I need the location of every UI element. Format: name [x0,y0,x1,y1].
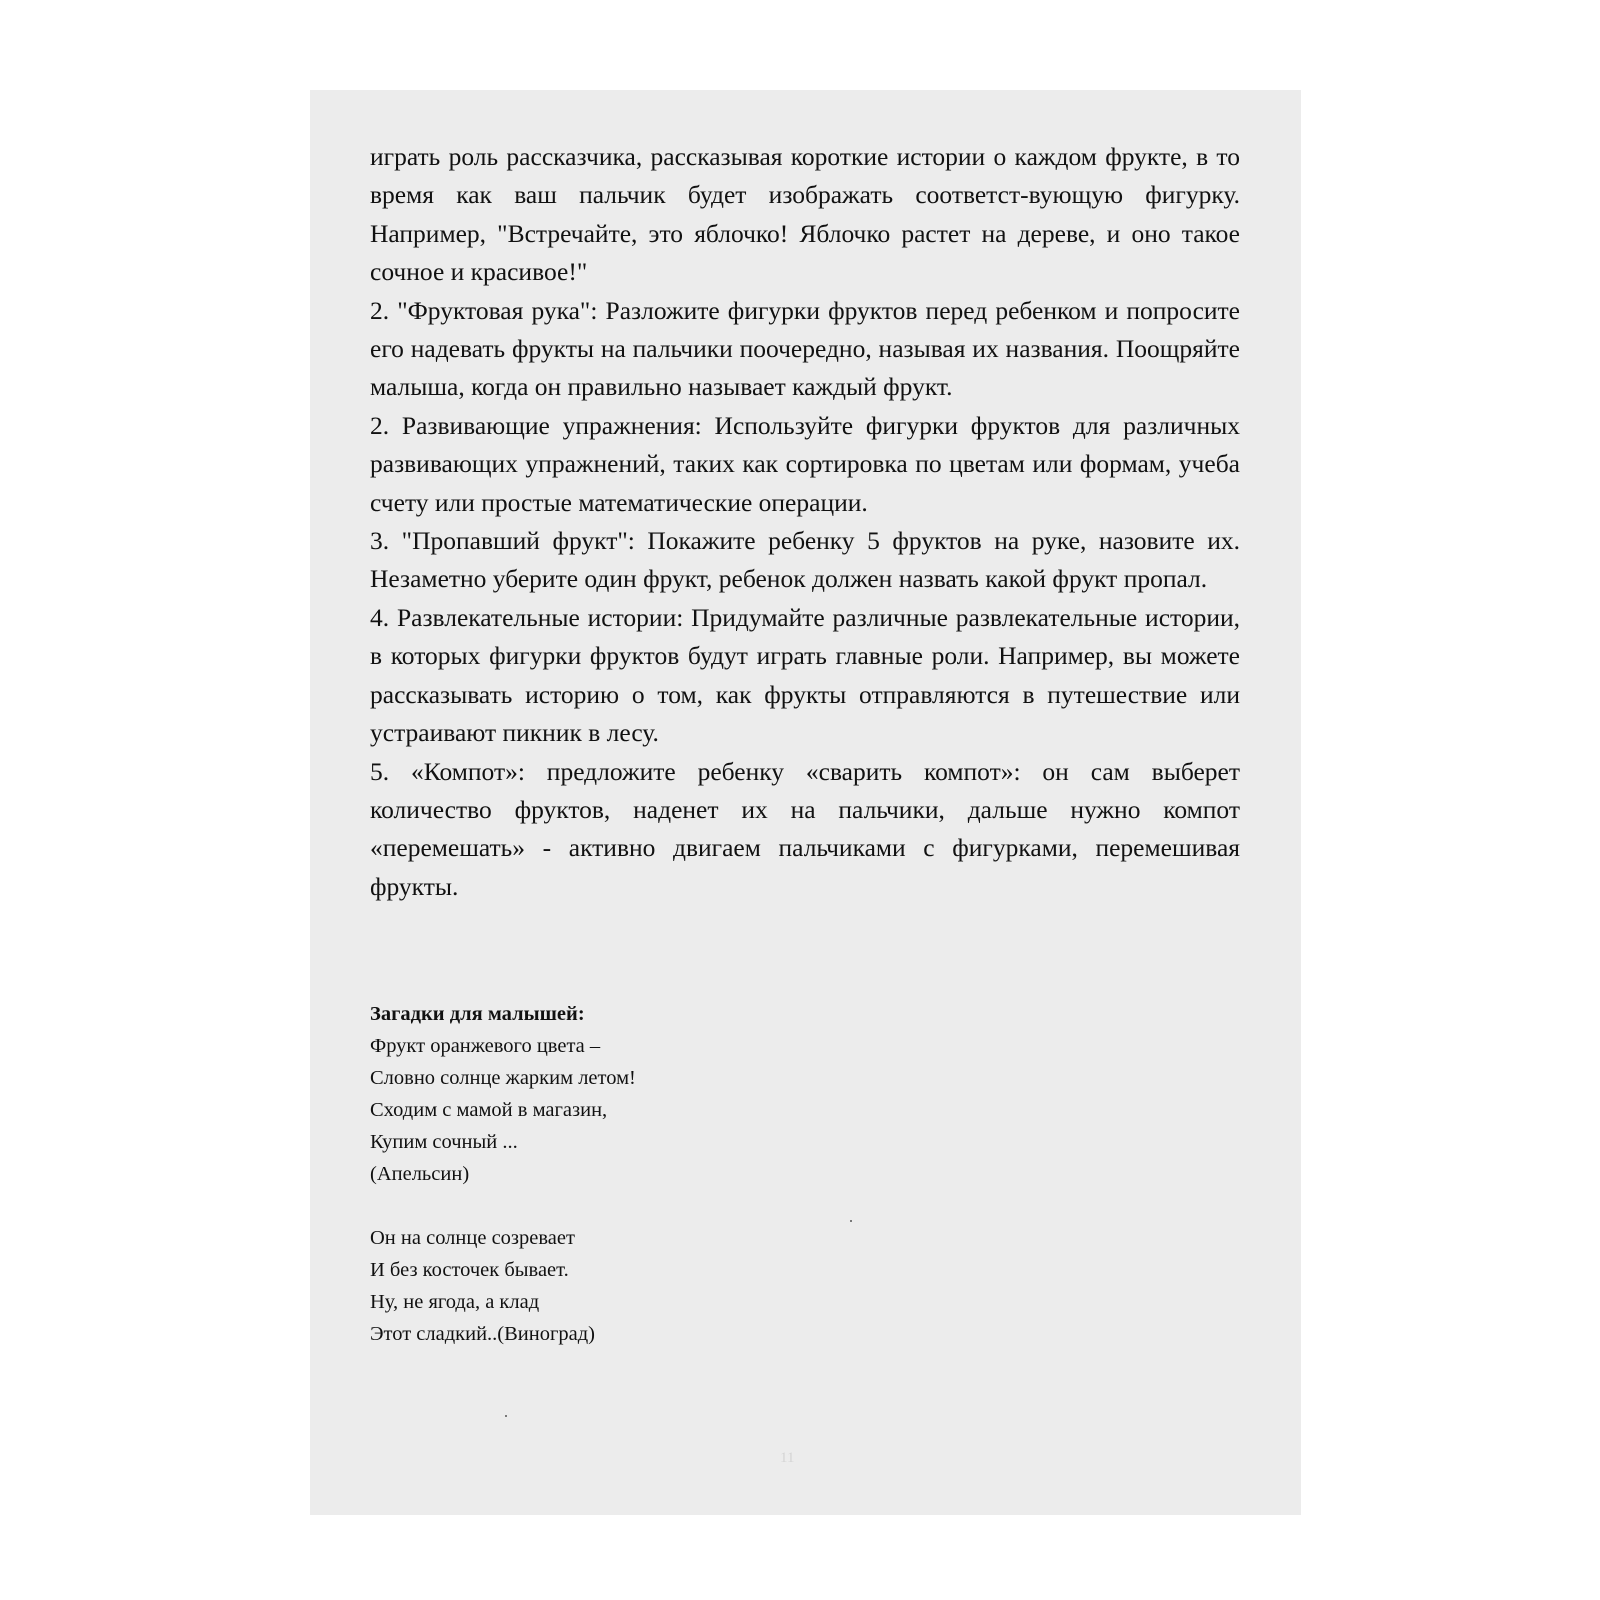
riddle-line: Этот сладкий..(Виноград) [370,1323,595,1345]
riddle-line: Ну, не ягода, а клад [370,1291,540,1313]
riddles-heading: Загадки для малышей: [370,1003,585,1025]
paper-speck [850,1220,852,1222]
riddle-line: Словно солнце жарким летом! [370,1067,636,1089]
page-number: 11 [780,1450,795,1466]
paragraph-missing-fruit: 3. "Пропавший фрукт": Покажите ребенку 5 фруктов на руке, назовите их. Незаметно уберите один фрукт, ребенок должен назвать какой фрукт пропал. [370,526,1240,594]
riddle-grape [370,1222,970,1350]
riddle-line: Купим сочный ... [370,1131,518,1153]
paragraph-compote: 5. «Компот»: предложите ребенку «сварить компот»: он сам выберет количество фруктов, наденет их на пальчики, дальше нужно компот «перемешать» - активно двигаем пальчиками с фигурками, перемешивая фрукты. [370,756,1240,901]
riddles-section [370,998,970,1350]
paragraph-exercises: 2. Развивающие упражнения: Используйте фигурки фруктов для различных развивающих упражнений, таких как сортировка по цветам или формам, учеба счету или простые математические операции. [370,410,1240,517]
paragraph-stories: 4. Развлекательные истории: Придумайте различные развлекательные истории, в которых фигурки фруктов будут играть главные роли. Например, вы можете рассказывать историю о том, как фрукты отправляются в путешествие или устраивают пикник в лесу. [370,602,1240,748]
paragraph-fruit-hand: 2. "Фруктовая рука": Разложите фигурки фруктов перед ребенком и попросите его надевать фрукты на пальчики поочередно, называя их названия. Поощряйте малыша, когда он правильно называет каждый фрукт. [370,295,1240,402]
riddle-line: Он на солнце созревает [370,1227,575,1249]
paragraph-storyteller: играть роль рассказчика, рассказывая короткие истории о каждом фрукте, в то время как ваш пальчик будет изображать соответст-вующую фигурку. Например, "Встречайте, это яблочко! Яблочко растет на дереве, и оно такое сочное и красивое!" [370,142,1240,287]
riddle-line: И без косточек бывает. [370,1259,569,1281]
document-page [310,90,1301,1515]
riddle-orange [370,1030,970,1190]
riddle-line: Фрукт оранжевого цвета – [370,1035,601,1057]
riddle-line: Сходим с мамой в магазин, [370,1099,608,1121]
paper-speck [505,1415,507,1417]
instructions-text [370,138,1240,906]
riddle-spacer [370,1190,970,1222]
riddle-answer: (Апельсин) [370,1163,470,1185]
